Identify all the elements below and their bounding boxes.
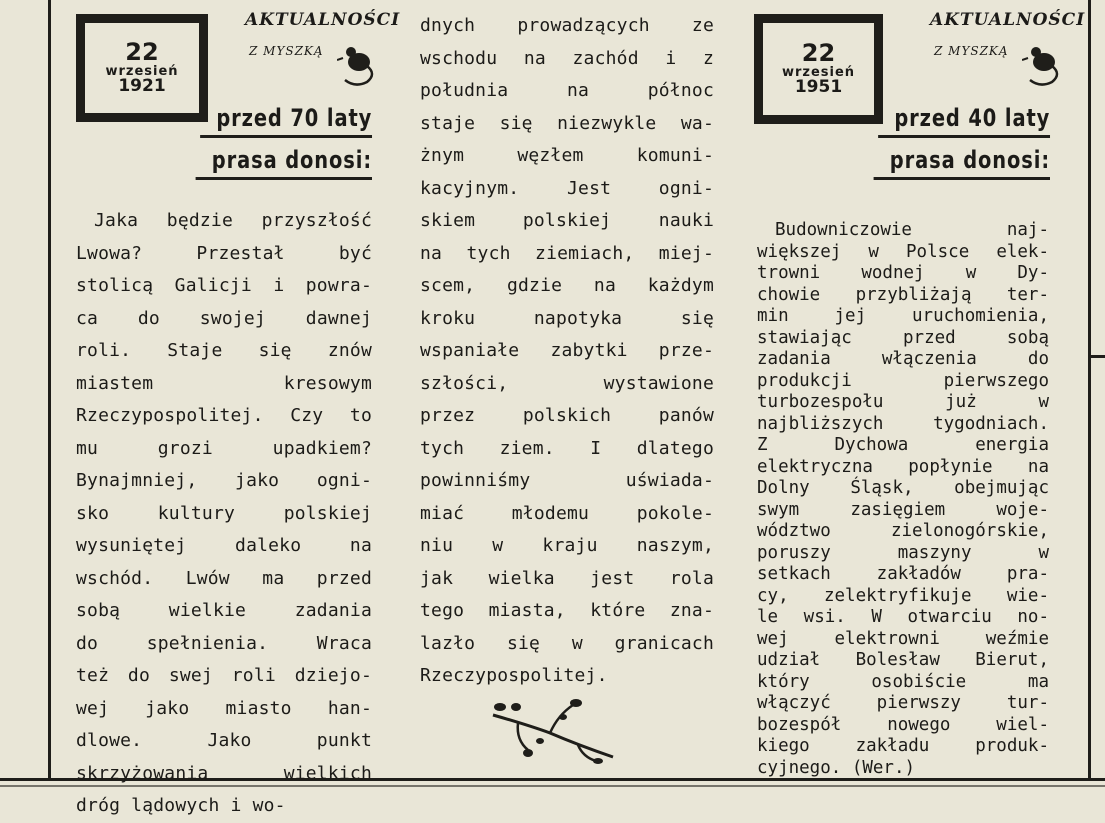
date-day: 22 bbox=[125, 37, 159, 66]
text-line: południa na północ bbox=[420, 80, 714, 101]
text-line: skrzyżowania wielkich bbox=[76, 762, 372, 784]
text-line: sko kultury polskiej bbox=[76, 502, 372, 524]
text-line: mu grozi upadkiem? bbox=[76, 437, 372, 459]
text-line: wysuniętej daleko na bbox=[76, 535, 372, 556]
text-line: Rzeczypospolitej. Czy to bbox=[76, 405, 372, 426]
heading-line2: prasa donosi: bbox=[211, 146, 372, 174]
text-line: skiem polskiej nauki bbox=[420, 210, 714, 231]
text-line: Bynajmniej, jako ogni- bbox=[76, 470, 372, 491]
text-line: włączyć pierwszy tur- bbox=[757, 693, 1049, 713]
text-line: produkcji pierwszego bbox=[757, 370, 1049, 391]
text-line: wej jako miasto han- bbox=[76, 697, 372, 719]
heading-press-reports-left bbox=[212, 146, 372, 174]
column-rule-right bbox=[1088, 0, 1091, 781]
text-line: przez polskich panów bbox=[420, 405, 714, 426]
text-line: wspaniałe zabytki prze- bbox=[420, 340, 714, 361]
text-line: wschód. Lwów ma przed bbox=[76, 567, 372, 589]
floral-ornament-icon bbox=[488, 695, 618, 765]
text-line: stolicą Galicji i powra- bbox=[76, 275, 372, 296]
heading-before-40-years bbox=[894, 104, 1050, 132]
heading-before-70-years bbox=[216, 104, 372, 132]
text-line: Jaka będzie przyszłość bbox=[94, 210, 372, 231]
edge-mark bbox=[1090, 355, 1105, 358]
text-line: chowie przybliżają ter- bbox=[757, 284, 1049, 305]
heading-line1: przed 70 laty bbox=[216, 104, 372, 132]
text-line: większej w Polsce elek- bbox=[757, 241, 1049, 262]
text-line: Budowniczowie naj- bbox=[775, 220, 1049, 240]
text-line: Dolny Śląsk, obejmując bbox=[757, 478, 1049, 498]
text-line: trowni wodnej w Dy- bbox=[757, 263, 1049, 283]
heading-line2: prasa donosi: bbox=[889, 146, 1050, 174]
logo-title: AKTUALNOŚCI bbox=[245, 10, 401, 30]
aktualnosci-logo-right bbox=[930, 10, 1086, 95]
text-line: który osobiście ma bbox=[757, 671, 1049, 692]
text-line: żnym węzłem komuni- bbox=[420, 145, 714, 166]
mouse-icon bbox=[337, 40, 379, 90]
date-box-1921 bbox=[76, 14, 208, 122]
text-line: niu w kraju naszym, bbox=[420, 535, 714, 556]
text-line: wództwo zielonogórskie, bbox=[757, 521, 1049, 541]
text-line: roli. Staje się znów bbox=[76, 340, 372, 361]
logo-subtitle: Z MYSZKĄ bbox=[934, 44, 1009, 58]
text-line: tego miasta, które zna- bbox=[420, 600, 714, 621]
text-line: dlowe. Jako punkt bbox=[76, 730, 372, 751]
text-line: lazło się w granicach bbox=[420, 632, 714, 654]
text-line: powinniśmy uświada- bbox=[420, 470, 714, 491]
heading-underline bbox=[196, 177, 372, 180]
text-line: Lwowa? Przestał być bbox=[76, 242, 372, 264]
text-line: cy, zelektryfikuje wie- bbox=[757, 585, 1049, 606]
text-line: stawiając przed sobą bbox=[757, 327, 1049, 348]
heading-press-reports-right bbox=[890, 146, 1050, 174]
text-line: też do swej roli dziejo- bbox=[76, 665, 372, 686]
article-1921-column-2 bbox=[420, 10, 714, 693]
text-line: scem, gdzie na każdym bbox=[420, 275, 714, 296]
heading-underline bbox=[878, 135, 1050, 138]
text-line: zadania włączenia do bbox=[757, 349, 1049, 369]
text-line: miać młodemu pokole- bbox=[420, 502, 714, 524]
text-line: Z Dychowa energia bbox=[757, 435, 1049, 455]
text-line: staje się niezwykle wa- bbox=[420, 112, 714, 134]
text-line: sobą wielkie zadania bbox=[76, 600, 372, 621]
aktualnosci-logo-left bbox=[245, 10, 401, 95]
text-line: kiego zakładu produk- bbox=[757, 736, 1049, 756]
text-line: min jej uruchomienia, bbox=[757, 306, 1049, 326]
heading-underline bbox=[200, 135, 372, 138]
text-line: cyjnego. (Wer.) bbox=[757, 757, 916, 778]
text-line: kroku napotyka się bbox=[420, 307, 714, 329]
date-box-1951 bbox=[754, 14, 883, 124]
heading-underline bbox=[874, 177, 1050, 180]
text-line: poruszy maszyny w bbox=[757, 542, 1049, 563]
mouse-icon bbox=[1022, 40, 1064, 90]
text-line: tych ziem. I dlatego bbox=[420, 437, 714, 459]
text-line: le wsi. W otwarciu no- bbox=[757, 607, 1049, 627]
text-line: najbliższych tygodniach. bbox=[757, 413, 1049, 434]
date-month: wrzesień bbox=[781, 64, 856, 80]
article-1921-column-1 bbox=[76, 205, 372, 823]
article-1951-column bbox=[757, 220, 1049, 779]
text-line: udział Bolesław Bierut, bbox=[757, 650, 1049, 670]
logo-title: AKTUALNOŚCI bbox=[930, 10, 1086, 30]
text-line: swym zasięgiem woje- bbox=[757, 499, 1049, 520]
text-line: dróg lądowych i wo- bbox=[76, 795, 286, 816]
text-line: ca do swojej dawnej bbox=[76, 307, 372, 329]
text-line: na tych ziemiach, miej- bbox=[420, 242, 714, 264]
logo-subtitle: Z MYSZKĄ bbox=[249, 44, 324, 58]
text-line: elektryczna popłynie na bbox=[757, 456, 1049, 477]
text-line: turbozespołu już w bbox=[757, 392, 1049, 412]
text-line: kacyjnym. Jest ogni- bbox=[420, 177, 714, 199]
text-line: setkach zakładów pra- bbox=[757, 564, 1049, 584]
text-line: do spełnienia. Wraca bbox=[76, 632, 372, 654]
text-line: wschodu na zachód i z bbox=[420, 47, 714, 69]
text-line: bozespół nowego wiel- bbox=[757, 714, 1049, 735]
text-line: wej elektrowni weźmie bbox=[757, 628, 1049, 649]
heading-line1: przed 40 laty bbox=[894, 104, 1050, 132]
text-line: miastem kresowym bbox=[76, 372, 372, 394]
text-line: dnych prowadzących ze bbox=[420, 15, 714, 36]
date-day: 22 bbox=[801, 38, 836, 67]
text-line: Rzeczypospolitej. bbox=[420, 665, 608, 686]
text-line: szłości, wystawione bbox=[420, 372, 714, 394]
date-year: 1921 bbox=[118, 76, 166, 97]
column-rule-left bbox=[48, 0, 51, 781]
date-month: wrzesień bbox=[105, 63, 179, 79]
text-line: jak wielka jest rola bbox=[420, 567, 714, 589]
date-year: 1951 bbox=[794, 77, 843, 98]
